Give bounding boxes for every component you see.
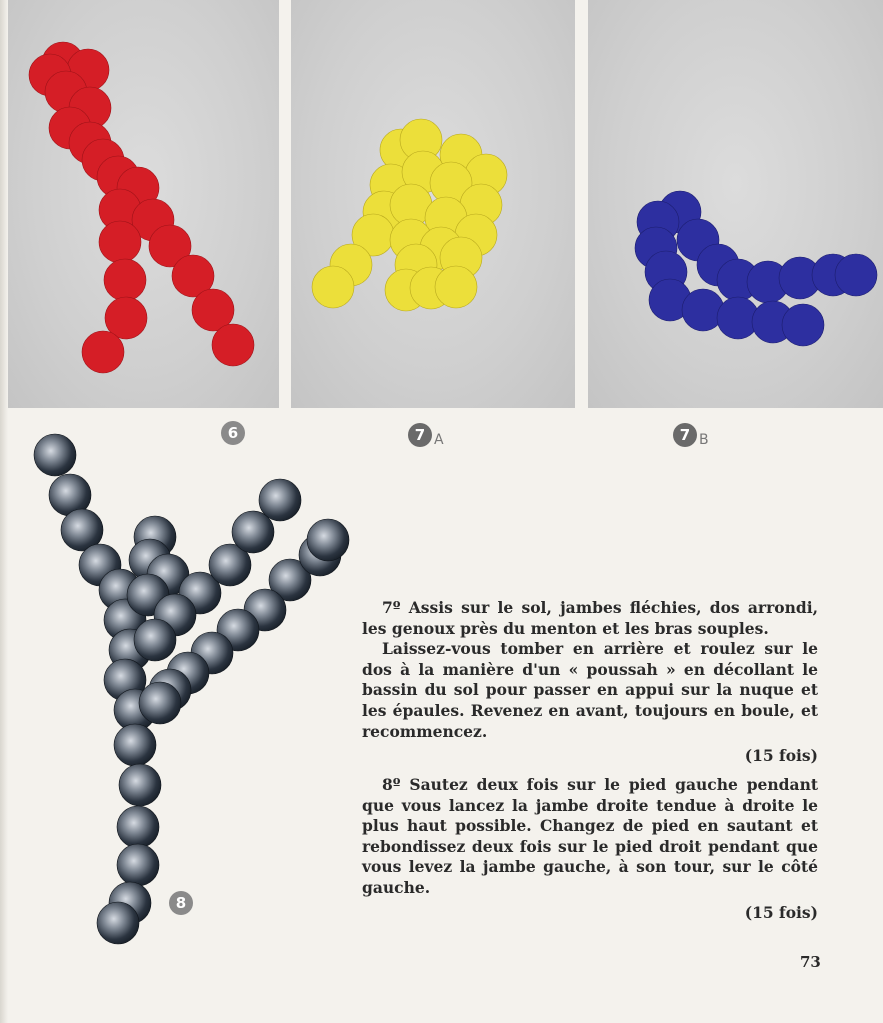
exercise-7-paragraph-1: 7º Assis sur le sol, jambes fléchies, dos arrondi, les genoux près du menton et les bras souples. — [362, 598, 818, 638]
exercise-8-repetitions: (15 fois) — [744, 902, 818, 922]
page-number: 73 — [800, 953, 821, 971]
photo-figure-6 — [8, 0, 279, 408]
figure-7a-label — [408, 423, 444, 447]
figure-6-number: 6 — [221, 421, 245, 445]
photo-figure-7a — [291, 0, 575, 408]
figure-7a-number: 7 — [408, 423, 432, 447]
metal-disc-figure — [20, 425, 360, 955]
exercise-8-text — [362, 775, 818, 923]
page-binding — [0, 0, 8, 1023]
photo-figure-7b — [588, 0, 883, 408]
exercise-7-text — [362, 598, 818, 767]
exercise-7-repetitions: (15 fois) — [744, 746, 818, 766]
figure-8-number: 8 — [169, 891, 193, 915]
exercise-7-paragraph-2: Laissez-vous tomber en arrière et roulez sur le dos à la manière d'un « poussah » en décollant le bassin du sol pour passer en appui sur la nuque et les épaules. Revenez en avant, toujours en boule, et recommencez. — [362, 639, 818, 741]
figure-8-label — [169, 891, 193, 915]
figure-7b-suffix: B — [699, 432, 709, 448]
figure-7b-label — [673, 423, 709, 447]
figure-7a-suffix: A — [434, 432, 444, 448]
blue-disc-figure — [588, 0, 883, 408]
figure-7b-number: 7 — [673, 423, 697, 447]
yellow-disc-figure — [291, 0, 575, 408]
figure-8-illustration — [20, 425, 360, 959]
red-disc-figure — [8, 0, 279, 408]
exercise-8-paragraph-1: 8º Sautez deux fois sur le pied gauche pendant que vous lancez la jambe droite tendue à droite le plus haut possible. Changez de pied en sautant et rebondissez deux fois sur le pied droit pendant que vous levez la jambe gauche, à son tour, sur le côté gauche. — [362, 775, 818, 897]
